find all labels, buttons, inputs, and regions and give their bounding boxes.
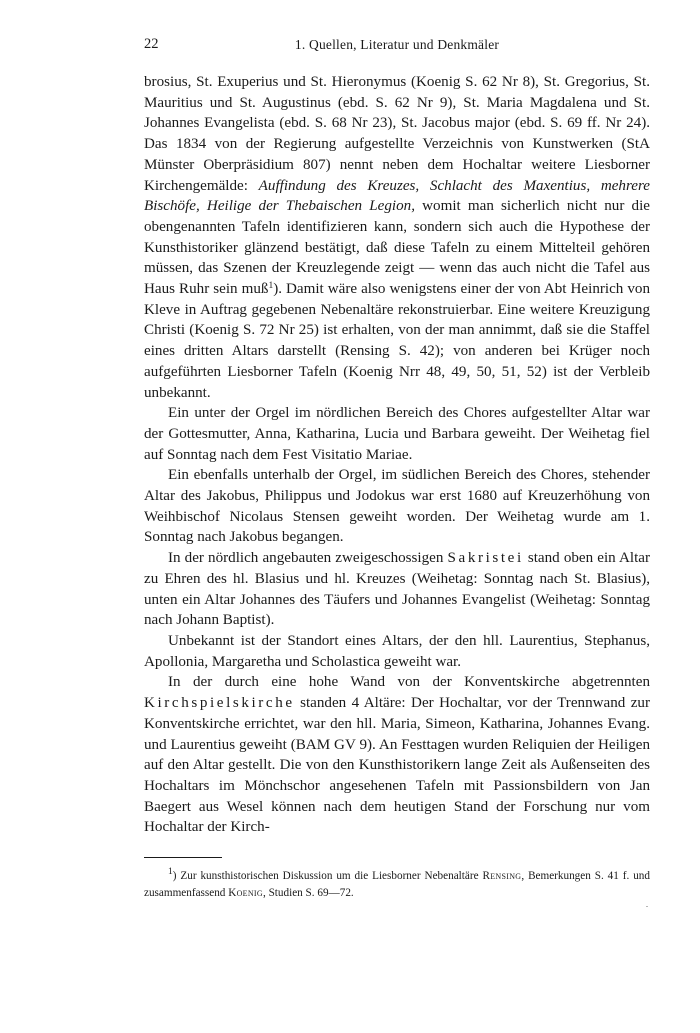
paragraph-6-text-b: standen 4 Altäre: Der Hochaltar, vor der Trennwand zur Konventskirche errichtet, war den hll. Maria, Simeon, Katharina, Johannes Evang. und Laurentius geweiht (BAM GV 9). An Festtagen wurden Reliquien der Heiligen auf den Altar gestellt. Die von den Kunsthistorikern lange Zeit als Außenseiten des Hochaltars im Mönchschor angesehenen Tafeln mit Passionsbildern von Jan Baegert aus Wesel können nach dem heutigen Stand der Forschung nur vom Hochaltar der Kirch- [144, 695, 650, 836]
paragraph-4-text-a: In der nördlich angebauten zweigeschossigen [168, 550, 448, 567]
paragraph-1-text-b: womit man sicherlich nicht nur die obengenannten Tafeln identifizieren kann, sondern sich auch die Hypothese der Kunsthistoriker glänzend bestätigt, daß diese Tafeln zu einem Mittelteil gehören müssen, das Szenen der Kreuzlegende zeigt — wenn das auch nicht die Tafel aus Haus Ruhr sein muß [144, 198, 650, 298]
running-head: 1. Quellen, Literatur und Denkmäler [294, 37, 500, 52]
paragraph-2: Ein unter der Orgel im nördlichen Bereich des Chores aufgestellter Altar war der Gottesmutter, Anna, Katharina, Lucia und Barbara geweiht. Der Weihetag fiel auf Sonntag nach dem Fest Visitatio Mariae. [144, 405, 650, 463]
footnote-author-koenig: Koenig [228, 886, 263, 899]
spaced-term-sakristei: Sakristei [447, 550, 524, 567]
painting-titles: Auffindung des Kreuzes, Schlacht des Maxentius, mehrere Bischöfe, Heilige der Thebaischen Legion, [144, 177, 650, 215]
paragraph-1 [144, 72, 650, 403]
spaced-term-kirchspielskirche: Kirchspielskirche [144, 695, 295, 712]
footnote-reference[interactable]: 1 [268, 281, 274, 292]
paragraph-6 [144, 672, 650, 838]
footnote-text-a: ) Zur kunsthistorischen Diskussion um die Liesborner Nebenaltäre [172, 870, 483, 882]
footnote [144, 868, 650, 901]
page-header [144, 36, 650, 58]
paragraph-4-text-b: stand oben ein Altar zu Ehren des hl. Blasius und hl. Kreuzes (Weihetag: Sonntag nach St. Blasius), unten ein Altar Johannes des Täufers und Johannes Evangelist (Weihetag: Sonntag nach Johann Baptist). [144, 550, 650, 629]
page-number: 22 [144, 36, 159, 52]
paragraph-4 [144, 548, 650, 631]
footnote-divider [144, 857, 222, 858]
scan-speck [646, 906, 648, 907]
footnote-marker: 1 [168, 867, 173, 877]
paragraph-6-text-a: In der durch eine hohe Wand von der Konventskirche abgetrennten [168, 674, 650, 691]
paragraph-1-text-a: brosius, St. Exuperius und St. Hieronymus (Koenig S. 62 Nr 8), St. Gregorius, St. Mauritius und St. Augustinus (ebd. S. 62 Nr 9), St. Maria Magdalena und St. Johannes Evangelista (ebd. S. 68 Nr 23), St. Jacobus major (ebd. S. 69 ff. Nr 24). Das 1834 von der Regierung aufgestellte Verzeichnis von Kunstwerken (StA Münster Oberpräsidium 807) nennt neben dem Hochaltar weitere Liesborner Kirchengemälde: [144, 74, 650, 194]
paragraph-1-text-c: ). Damit wäre also wenigstens einer der von Abt Heinrich von Kleve in Auftrag gegebenen Nebenaltäre rekonstruierbar. Eine weitere Kreuzigung Christi (Koenig S. 72 Nr 25) ist erhalten, von der man annimmt, daß sie die Staffel eines dritten Altars darstellt (Rensing S. 42); von anderen bei Krüger noch aufgeführten Liesborner Tafeln (Koenig Nrr 48, 49, 50, 51, 52) ist der Verbleib unbekannt. [144, 281, 650, 401]
footnote-text-c: , Studien S. 69—72. [262, 886, 354, 899]
paragraph-3: Ein ebenfalls unterhalb der Orgel, im südlichen Bereich des Chores, stehender Altar des Jakobus, Philippus und Jodokus war erst 1680 auf Kreuzerhöhung von Weihbischof Nicolaus Stensen geweiht worden. Der Weihetag wurde am 1. Sonntag nach Jakobus begangen. [144, 467, 650, 546]
paragraph-5: Unbekannt ist der Standort eines Altars, der den hll. Laurentius, Stephanus, Apollonia, Margaretha und Scholastica geweiht war. [144, 632, 650, 670]
footnote-text-b: , Bemerkungen S. 41 f. und zusammenfassend [144, 870, 650, 899]
body-text [144, 72, 650, 838]
footnote-author-rensing: Rensing [482, 870, 522, 882]
